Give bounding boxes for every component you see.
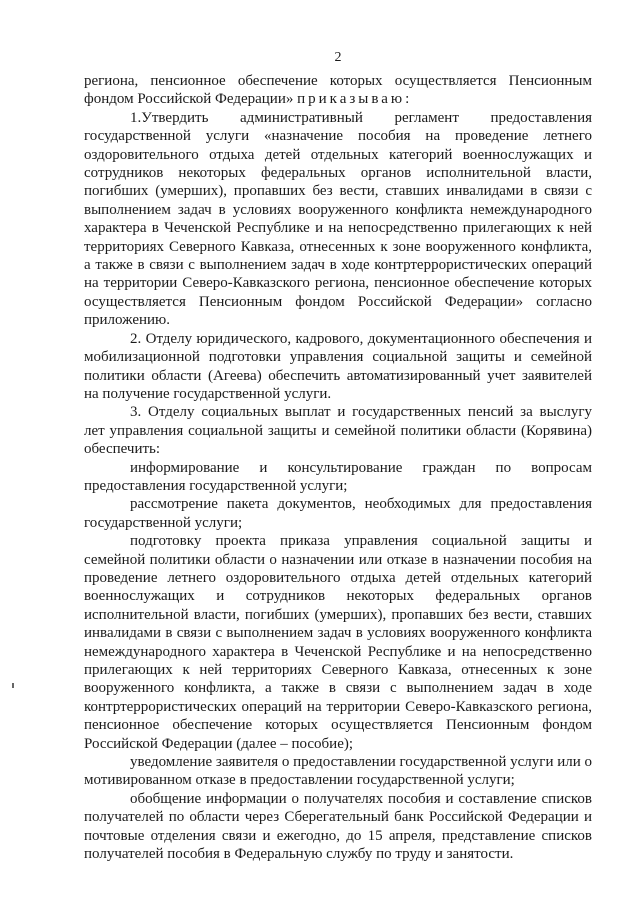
paragraph-3-item-recipients-lists: обобщение информации о получателях пособия и составление списков получателей по области через Сберегательный банк Российской Федерации и почтовые отделения связи и ежегодно, до 15 апреля, представление списков получателей пособия в Федеральную службу по труду и занятости. xyxy=(84,790,592,863)
scan-mark xyxy=(12,683,14,688)
paragraph-1-approve-regulation: 1.Утвердить административный регламент предоставления государственной услуги «назначение пособия на проведение летнего оздоровительного отдыха детей отдельных категорий военнослужащих и сотрудников некоторых федеральных органов исполнительной власти, погибших (умерших), пропавших без вести, ставших инвалидами в связи с выполнением задач в условиях вооруженного конфликта немеждународного характера в Чеченской Республике и на непосредственно прилегающих к ней территориях Северного Кавказа, отнесенных к зоне вооруженного конфликта, а также в связи с выполнением задач в ходе контртеррористических операций на территории Северо-Кавказского региона, пенсионное обеспечение которых осуществляется Пенсионным фондом Российской Федерации» согласно приложению. xyxy=(84,109,592,329)
paragraph-3-item-informing: информирование и консультирование граждан по вопросам предоставления государственной услуги; xyxy=(84,459,592,494)
paragraph-3-item-notification: уведомление заявителя о предоставлении государственной услуги или о мотивированном отказе в предоставлении государственной услуги; xyxy=(84,754,593,789)
paragraph-3-item-order-draft: подготовку проекта приказа управления социальной защиты и семейной политики области о назначении или отказе в назначении пособия на проведение летнего оздоровительного отдыха детей отдельных категорий военнослужащих и сотрудников некоторых федеральных органов исполнительной власти, погибших (умерших), пропавших без вести, ставших инвалидами в связи с выполнением задач в условиях вооруженного конфликта немеждународного характера в Чеченской Республике и на непосредственно прилегающих к ней территориях Северного Кавказа, отнесенных к зоне вооруженного конфликта, а также в связи с выполнением задач в ходе контртеррористических операций на территории Северо-Кавказского региона, пенсионное обеспечение которых осуществляется Пенсионным фондом Российской Федерации (далее – пособие); xyxy=(84,533,592,752)
order-word: приказываю: xyxy=(297,91,413,108)
intro-paragraph xyxy=(84,72,592,109)
paragraph-3-social-payments-department: 3. Отделу социальных выплат и государственных пенсий за выслугу лет управления социальной защиты и семейной политики области (Корявина) обеспечить: xyxy=(84,404,592,458)
intro-text: региона, пенсионное обеспечение которых осуществляется Пенсионным фондом Российской Федерации» xyxy=(84,73,592,108)
paragraph-2-legal-department: 2. Отделу юридического, кадрового, документационного обеспечения и мобилизационной подготовки управления социальной защиты и семейной политики области (Агеева) обеспечить автоматизированный учет заявителей на получение государственной услуги. xyxy=(84,330,592,402)
paragraph-3-item-review: рассмотрение пакета документов, необходимых для предоставления государственной услуги; xyxy=(84,496,592,531)
page-number: 2 xyxy=(334,50,342,65)
